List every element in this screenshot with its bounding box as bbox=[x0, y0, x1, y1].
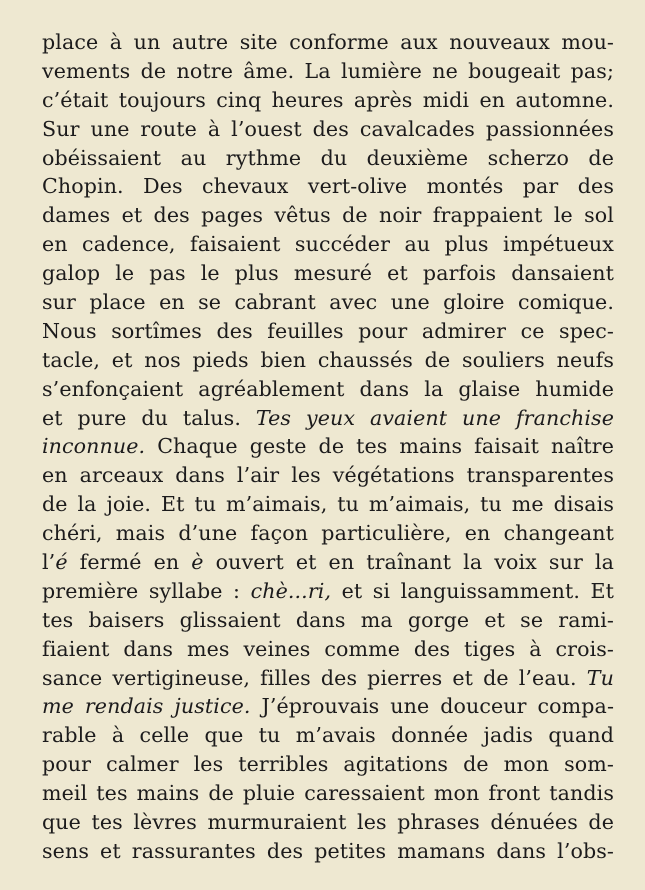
text-line: en arceaux dans l’air les végétations transparentes bbox=[42, 463, 614, 488]
text-line: obéissaient au rythme du deuxième scherzo de bbox=[42, 145, 614, 170]
text-line: meil tes mains de pluie caressaient mon front tandis bbox=[42, 781, 614, 806]
text-line: place à un autre site conforme aux nouveaux mou- bbox=[42, 30, 614, 54]
text-line: c’était toujours cinq heures après midi en automne. bbox=[42, 87, 614, 112]
text-line: en cadence, faisaient succéder au plus impétueux bbox=[42, 232, 614, 257]
body-text bbox=[42, 28, 614, 866]
text-line: dames et des pages vêtus de noir frappaient le sol bbox=[42, 203, 614, 228]
text-line: Sur une route à l’ouest des cavalcades passionnées bbox=[42, 116, 614, 141]
text-line: chéri, mais d’une façon particulière, en changeant bbox=[42, 521, 614, 546]
text-line: galop le pas le plus mesuré et parfois dansaient bbox=[42, 261, 614, 286]
text-line: s’enfonçaient agréablement dans la glaise humide bbox=[42, 376, 614, 401]
text-line: fiaient dans mes veines comme des tiges à crois- bbox=[42, 636, 614, 661]
text-line: Chopin. Des chevaux vert-olive montés par des bbox=[42, 174, 614, 199]
text-line: rable à celle que tu m’avais donnée jadis quand bbox=[42, 723, 614, 748]
text-line: vements de notre âme. La lumière ne bougeait pas; bbox=[42, 58, 614, 83]
text-line: que tes lèvres murmuraient les phrases dénuées de bbox=[42, 810, 614, 835]
text-line: première syllabe : chè...ri, et si languissamment. Et bbox=[42, 578, 614, 603]
text-line: Nous sortîmes des feuilles pour admirer ce spec- bbox=[42, 318, 614, 343]
text-line: de la joie. Et tu m’aimais, tu m’aimais, tu me disais bbox=[42, 492, 614, 517]
text-line: inconnue. Chaque geste de tes mains faisait naître bbox=[42, 434, 614, 459]
text-line: me rendais justice. J’éprouvais une douceur compa- bbox=[42, 694, 614, 719]
text-line: tacle, et nos pieds bien chaussés de souliers neufs bbox=[42, 347, 614, 372]
text-line: pour calmer les terribles agitations de mon som- bbox=[42, 752, 614, 777]
text-line: sance vertigineuse, filles des pierres et de l’eau. Tu bbox=[42, 665, 614, 690]
text-line: et pure du talus. Tes yeux avaient une franchise bbox=[42, 405, 614, 430]
text-line: tes baisers glissaient dans ma gorge et se rami- bbox=[42, 607, 614, 632]
text-line: sens et rassurantes des petites mamans dans l’obs- bbox=[42, 838, 614, 863]
text-line: l’é fermé en è ouvert et en traînant la voix sur la bbox=[42, 550, 614, 575]
text-line: sur place en se cabrant avec une gloire comique. bbox=[42, 290, 614, 315]
